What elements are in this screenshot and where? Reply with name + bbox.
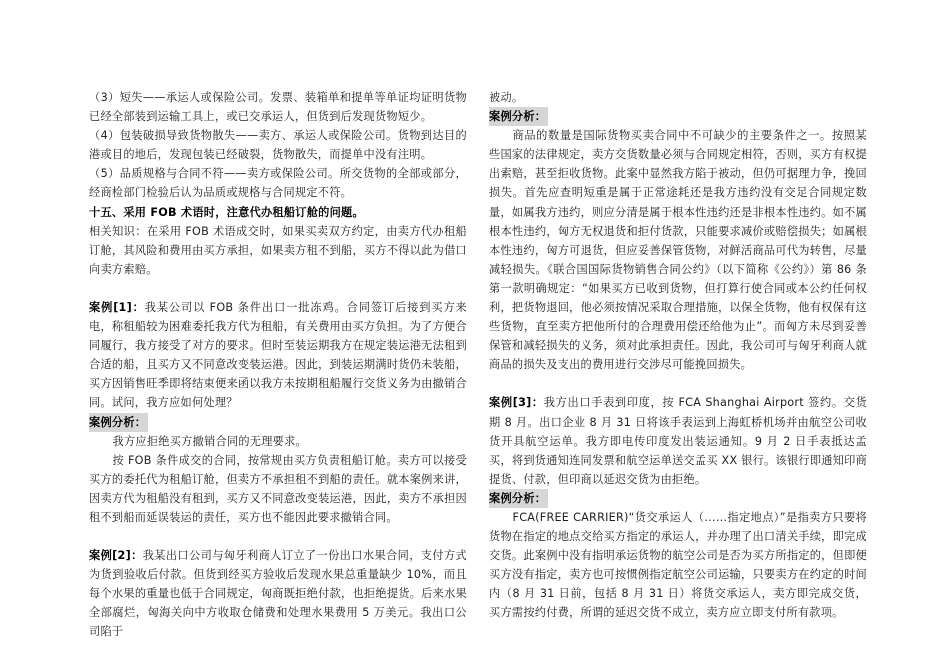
case-2-analysis-label: 案例分析： xyxy=(489,107,548,126)
right-column xyxy=(489,88,867,623)
case-1-analysis-label: 案例分析： xyxy=(89,413,148,432)
case-3-text: 我方出口手表到印度，按 FCA Shanghai Airport 签约。交货期 8 月。出口企业 8 月 31 日将该手表运到上海虹桥机场并由航空公司收货开具航空运单。我方即电传印度发出装运通知。9 月 2 日手表抵达孟买，将到货通知连同发票和航空运单送交孟买 XX 银行。该银行即通知印商提货、付款，但印商以延迟交货为由拒绝。 xyxy=(489,396,868,486)
left-column xyxy=(89,88,467,642)
case-2-label: 案例[2]： xyxy=(89,549,143,563)
related-knowledge: 相关知识：在采用 FOB 术语成交时，如果买卖双方约定，由卖方代办租船订舱，其风险和费用由买方承担，如果卖方租不到船，买方不得以此为借口向卖方索赔。 xyxy=(89,224,467,276)
paragraph-quality-mismatch: （5）品质规格与合同不符——卖方或保险公司。所交货物的全部或部分，经商检部门检验后认为品质或规格与合同规定不符。 xyxy=(89,167,467,200)
section-title: 十五、采用 FOB 术语时，注意代办租船订舱的问题。 xyxy=(89,205,364,219)
case-3-analysis-label: 案例分析： xyxy=(489,489,548,508)
case-1-analysis-conclusion: 我方应拒绝买方撤销合同的无理要求。 xyxy=(112,434,307,448)
case-2-continued: 被动。 xyxy=(489,91,524,104)
case-3 xyxy=(489,393,867,488)
case-1 xyxy=(89,298,467,413)
case-2 xyxy=(89,546,467,641)
case-3-label: 案例[3]： xyxy=(489,396,544,410)
case-2-analysis-body: 商品的数量是国际货物买卖合同中不可缺少的主要条件之一。按照某些国家的法律规定，卖方交货数量必须与合同规定相符，否则，买方有权提出索赔，甚至拒收货物。此案中显然我方陷于被动，但仍可据理力争，挽回损失。首先应查明短重是属于正常途耗还是我方违约没有交足合同规定数量，如属我方违约，则应分清是属于根本性违约还是非根本性违约。如不属根本性违约，匈方无权退货和拒付货款，只能要求减价或赔偿损失；如属根本性违约，匈方可退货，但应妥善保管货物，对鲜活商品可代为转售，尽量减轻损失。《联合国国际货物销售合同公约》（以下简称《公约》）第 86 条第一款明确规定：“如果买方已收到货物，但打算行使合同或本公约任何权利，把货物退回，他必须按情况采取合理措施，以保全货物，他有权保有这些货物，直至卖方把他所付的合理费用偿还给他为止”。而匈方未尽到妥善保管和减轻损失的义务，须对此承担责任。因此，我公司可与匈牙利商人就商品的损失及支出的费用进行交涉尽可能挽回损失。 xyxy=(489,129,867,372)
case-3-analysis-body: FCA(FREE CARRIER)“货交承运人（……指定地点）”是指卖方只要将货物在指定的地点交给买方指定的承运人，并办理了出口清关手续，即完成交货。此案例中没有指明承运货物的航空公司是否为买方所指定的，但即便买方没有指定，卖方也可按惯例指定航空公司运输，只要卖方在约定的时间内（8 月 31 日前，包括 8 月 31 日）将货交承运人，卖方即完成交货，买方需按约付费，所谓的延迟交货不成立，卖方应立即支付所有款项。 xyxy=(489,510,867,620)
case-1-analysis-body: 按 FOB 条件成交的合同，按常规由买方负责租船订舱。卖方可以接受买方的委托代为租船订舱，但卖方不承担租不到船的责任。就本案例来讲，因卖方代为租船没有租到，买方又不同意改变装运港，因此，卖方不承担因租不到船而延误装运的责任，买方也不能因此要求撤销合同。 xyxy=(89,453,467,524)
case-1-text: 我某公司以 FOB 条件出口一批冻鸡。合同签订后接到买方来电，称租船较为困难委托我方代为租船，有关费用由买方负担。为了方便合同履行，我方接受了对方的要求。但时至装运期我方在规定装运港无法租到合适的船，且买方又不同意改变装运港。因此，到装运期满时货仍未装船，买方因销售旺季即将结束便来函以我方未按期租船履行交货义务为由撤销合同。试问，我方应如何处理？ xyxy=(89,300,467,410)
case-2-text: 我某出口公司与匈牙利商人订立了一份出口水果合同，支付方式为货到验收后付款。但货到经买方验收后发现水果总重量缺少 10%，而且每个水果的重量也低于合同规定，匈商既拒绝付款，也拒绝提货。后来水果全部腐烂，匈海关向中方收取仓储费和处理水果费用 5 万美元。我出口公司陷于 xyxy=(89,549,467,639)
paragraph-short-delivery: （3）短失——承运人或保险公司。发票、装箱单和提单等单证均证明货物已经全部装到运输工具上，或已交承运人，但货到后发现货物短少。 xyxy=(89,91,467,124)
paragraph-packaging-damage: （4）包装破损导致货物散失——卖方、承运人或保险公司。货物到达目的港或目的地后，发现包装已经破裂，货物散失，而提单中没有注明。 xyxy=(89,129,467,162)
case-1-label: 案例[1]： xyxy=(89,300,145,314)
